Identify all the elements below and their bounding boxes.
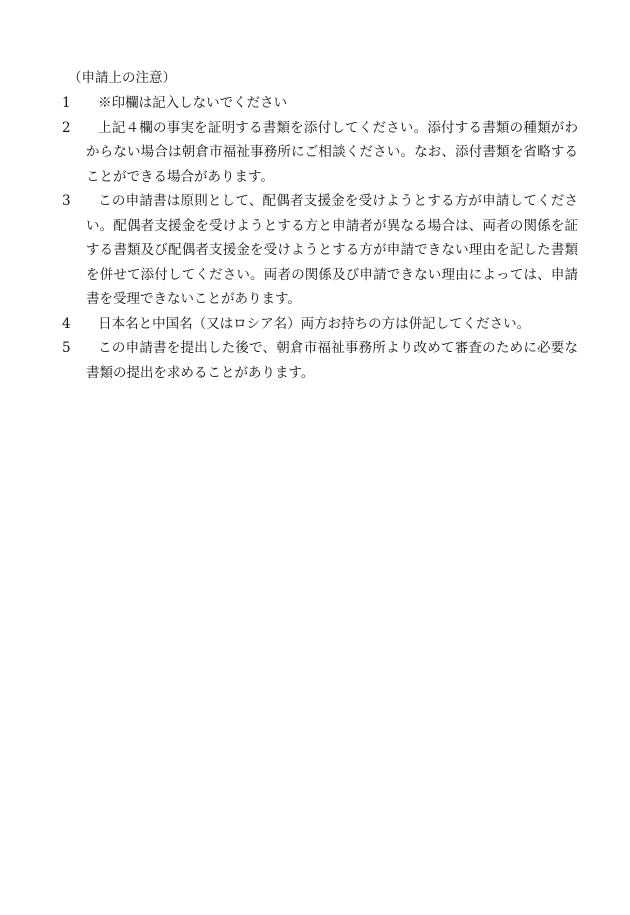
notes-list xyxy=(62,91,578,385)
note-text: ※印欄は記入しないでください xyxy=(98,95,288,111)
note-number: 4 xyxy=(62,315,71,332)
notes-heading: （申請上の注意） xyxy=(68,70,176,86)
note-item xyxy=(62,116,578,190)
note-item xyxy=(62,336,578,385)
note-item xyxy=(62,91,578,116)
note-number: 3 xyxy=(62,193,71,209)
note-text: この申請書を提出した後で、朝倉市福祉事務所より改めて審査のために必要な書類の提出を求めることがあります。 xyxy=(86,340,578,381)
note-text: 上記４欄の事実を証明する書類を添付してください。添付する書類の種類がわからない場合は朝倉市福祉事務所にご相談ください。なお、添付書類を省略することができる場合があります。 xyxy=(86,119,578,185)
note-number: 2 xyxy=(62,119,71,136)
note-item xyxy=(62,189,578,312)
note-text: この申請書は原則として、配偶者支援金を受けようとする方が申請してください。配偶者支援金を受けようとする方と申請者が異なる場合は、両者の関係を証する書類及び配偶者支援金を受けようとする方が申請できない理由を記した書類を併せて添付してください。両者の関係及び申請できない理由によっては、申請書を受理できないことがあります。 xyxy=(86,193,578,307)
note-item xyxy=(62,312,578,337)
note-text: 日本名と中国名（又はロシア名）両方お持ちの方は併記してください。 xyxy=(98,315,531,332)
note-number: 5 xyxy=(62,340,71,356)
note-number: 1 xyxy=(62,95,71,111)
